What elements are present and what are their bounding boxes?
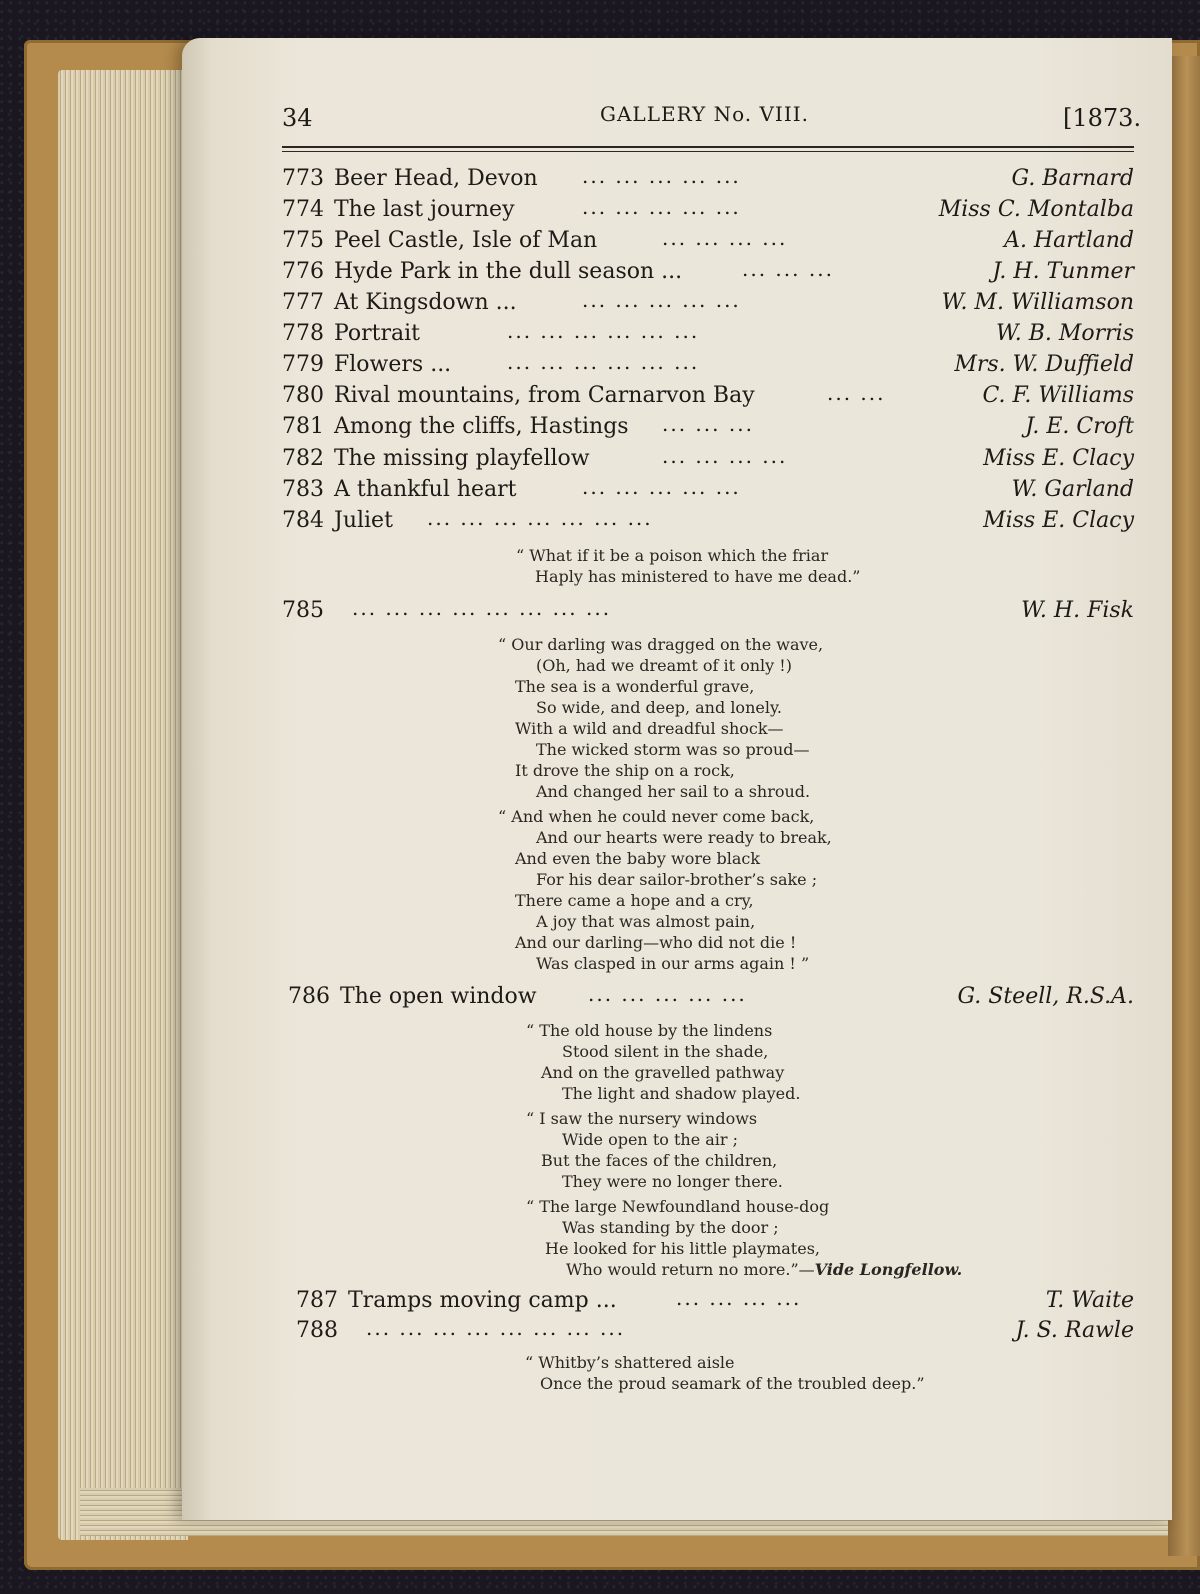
catalogue-entry [282,166,1134,194]
year: [1873. [1063,104,1142,132]
entry-number: 775 [282,228,324,253]
leader-dots: ... ... ... ... ... ... ... [427,506,653,530]
entry-number: 786 [288,984,330,1009]
quote-line: Wide open to the air ; [562,1130,739,1149]
catalogue-entry [288,984,1134,1012]
quote-line: It drove the ship on a rock, [515,761,735,780]
entry-number: 781 [282,414,324,439]
quote-line [566,1259,962,1280]
quote-line: A joy that was almost pain, [536,912,756,931]
leader-dots: ... ... ... [662,412,754,436]
catalogue-entry [282,352,1134,380]
quote-line: So wide, and deep, and lonely. [536,698,782,717]
entry-title: Hyde Park in the dull season ... [334,259,683,284]
quote-line: Once the proud seamark of the troubled deep.” [540,1374,925,1393]
quote-attribution: Vide Longfellow. [814,1260,963,1279]
quote-line: Was standing by the door ; [562,1218,779,1237]
entry-title: The open window [340,984,537,1009]
leader-dots: ... ... ... ... [662,226,788,250]
quote-text: Who would return no more.”— [566,1260,815,1279]
entry-artist: W. Garland [1011,477,1134,502]
catalogue-entry [282,259,1134,287]
entry-title: At Kingsdown ... [334,290,517,315]
entry-artist: Mrs. W. Duffield [954,352,1134,377]
entry-artist: Miss C. Montalba [938,197,1134,222]
quote-line: “ What if it be a poison which the friar [516,546,829,565]
entry-artist: G. Steell, R.S.A. [957,984,1134,1009]
quote-line: With a wild and dreadful shock— [515,719,784,738]
leader-dots: ... ... ... [742,257,834,281]
quote-line: “ The old house by the lindens [526,1021,773,1040]
entry-number: 780 [282,383,324,408]
gallery-title: GALLERY No. VIII. [600,102,809,126]
header-rule-thin [282,151,1134,152]
quote-line: For his dear sailor-brother’s sake ; [536,870,818,889]
catalogue-entry [282,228,1134,256]
entry-number: 783 [282,477,324,502]
entry-number: 785 [282,598,324,623]
quote-line: Stood silent in the shade, [562,1042,769,1061]
catalogue-entry [282,598,1134,626]
entry-title: Portrait [334,321,421,346]
leader-dots: ... ... ... ... ... [582,288,741,312]
entry-title: The missing playfellow [334,446,590,471]
entry-title: A thankful heart [334,477,517,502]
entry-artist: G. Barnard [1011,166,1134,191]
entry-artist: J. S. Rawle [1015,1318,1134,1343]
entry-title: Tramps moving camp ... [348,1288,617,1313]
quote-line: (Oh, had we dreamt of it only !) [536,656,792,675]
entry-number: 788 [296,1318,338,1343]
leader-dots: ... ... ... ... ... ... [507,319,700,343]
catalogue-entry [282,508,1134,536]
entry-title: Rival mountains, from Carnarvon Bay [334,383,755,408]
leader-dots: ... ... [827,381,886,405]
entry-title: Peel Castle, Isle of Man [334,228,598,253]
leader-dots: ... ... ... ... ... [588,982,747,1006]
entry-artist: Miss E. Clacy [983,508,1134,533]
quote-line: Was clasped in our arms again ! ” [536,954,810,973]
quote-line: “ Whitby’s shattered aisle [525,1353,735,1372]
leader-dots: ... ... ... ... ... [582,164,741,188]
quote-line: “ And when he could never come back, [498,807,815,826]
entry-artist: W. H. Fisk [1021,598,1134,623]
catalogue-entry [282,197,1134,225]
quote-line: There came a hope and a cry, [515,891,754,910]
entry-number: 779 [282,352,324,377]
entry-title: Beer Head, Devon [334,166,538,191]
quote-line: And even the baby wore black [515,849,761,868]
entry-number: 778 [282,321,324,346]
entry-title: The last journey [334,197,515,222]
quote-line: The light and shadow played. [562,1084,801,1103]
entry-artist: W. M. Williamson [941,290,1134,315]
entry-number: 784 [282,508,324,533]
leader-dots: ... ... ... ... ... [582,195,741,219]
entry-number: 782 [282,446,324,471]
quote-line: And our darling—who did not die ! [515,933,797,952]
catalogue-entry [296,1318,1134,1346]
header-rule [282,146,1134,148]
catalogue-entry [282,321,1134,349]
entry-artist: T. Waite [1045,1288,1134,1313]
leader-dots: ... ... ... ... ... [582,475,741,499]
book-right-edge [1168,56,1200,1556]
entry-title: Flowers ... [334,352,452,377]
catalogue-entry [282,290,1134,318]
quote-line: They were no longer there. [562,1172,783,1191]
quote-line: And changed her sail to a shroud. [536,782,811,801]
quote-line: And our hearts were ready to break, [536,828,832,847]
leader-dots: ... ... ... ... ... ... ... ... [366,1316,626,1340]
leader-dots: ... ... ... ... ... ... [507,350,700,374]
entry-number: 774 [282,197,324,222]
page-number: 34 [282,104,313,132]
entry-number: 787 [296,1288,338,1313]
catalogue-entry [282,383,1134,411]
entry-artist: Miss E. Clacy [983,446,1134,471]
page-edges-left [58,70,188,1540]
entry-artist: W. B. Morris [995,321,1134,346]
catalogue-entry [282,477,1134,505]
catalogue-entry [296,1288,1134,1316]
quote-line: The sea is a wonderful grave, [515,677,755,696]
quote-line: And on the gravelled pathway [541,1063,785,1082]
quote-line: “ I saw the nursery windows [526,1109,758,1128]
leader-dots: ... ... ... ... [676,1286,802,1310]
quote-line: “ Our darling was dragged on the wave, [498,635,824,654]
entry-number: 777 [282,290,324,315]
leader-dots: ... ... ... ... ... ... ... ... [352,596,612,620]
entry-artist: J. H. Tunmer [992,259,1134,284]
entry-number: 773 [282,166,324,191]
leader-dots: ... ... ... ... [662,444,788,468]
entry-artist: J. E. Croft [1025,414,1134,439]
quote-line: But the faces of the children, [541,1151,778,1170]
quote-line: Haply has ministered to have me dead.” [535,567,861,586]
entry-title: Among the cliffs, Hastings [334,414,629,439]
entry-artist: A. Hartland [1004,228,1134,253]
quote-line: The wicked storm was so proud— [536,740,810,759]
quote-line: “ The large Newfoundland house-dog [526,1197,830,1216]
quote-line: He looked for his little playmates, [545,1239,820,1258]
entry-title: Juliet [334,508,393,533]
entry-number: 776 [282,259,324,284]
catalogue-entry [282,414,1134,442]
entry-artist: C. F. Williams [982,383,1134,408]
catalogue-entry [282,446,1134,474]
